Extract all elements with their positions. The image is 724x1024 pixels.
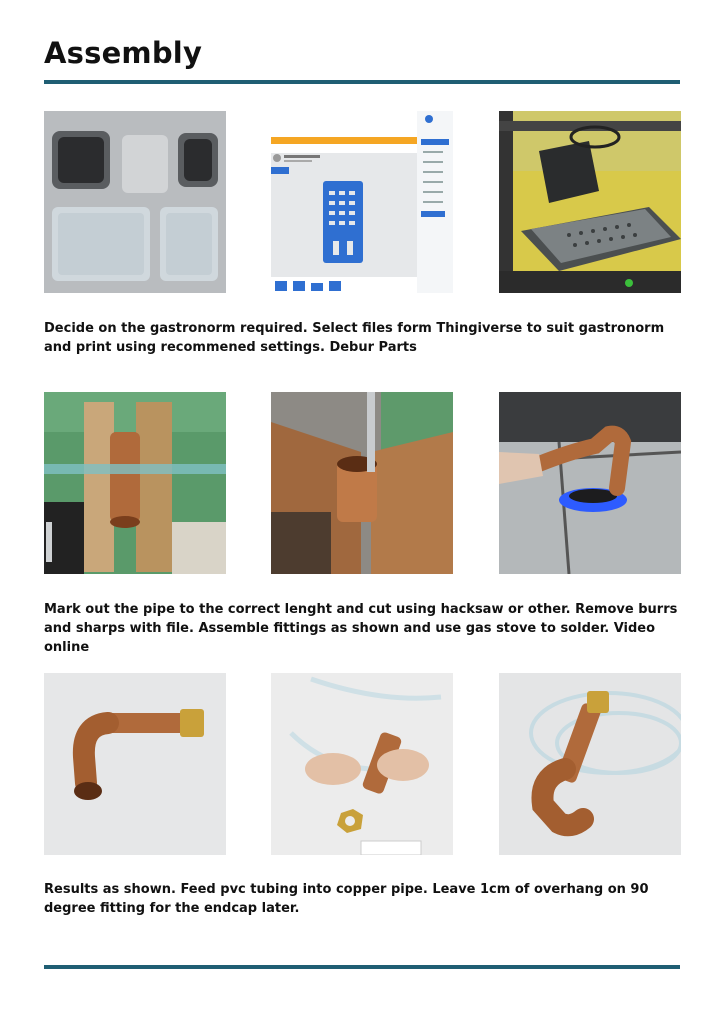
step-2-caption: Mark out the pipe to the correct lenght and cut using hacksaw or other. Remove burrs and sharps with file. Assemble fittings as shown and use gas stove to solder. Video online (44, 602, 678, 655)
3d-printer-photo (499, 111, 681, 293)
bottom-divider (44, 965, 680, 969)
pipe-in-vice-photo (44, 392, 226, 574)
step-1-caption: Decide on the gastronorm required. Select files form Thingiverse to suit gastronorm and print using recommened settings. Debur Parts (44, 321, 665, 355)
pipe-deburring-photo (271, 392, 453, 574)
page-title: Assembly (44, 36, 203, 70)
feeding-tubing-photo (271, 673, 453, 855)
step-3-caption: Results as shown. Feed pvc tubing into copper pipe. Leave 1cm of overhang on 90 degree fitting for the endcap later. (44, 882, 649, 916)
gastronorm-containers-photo (44, 111, 226, 293)
thingiverse-screenshot-photo (271, 111, 453, 293)
finished-assembly-photo (499, 673, 681, 855)
gas-stove-solder-photo (499, 392, 681, 574)
top-divider (44, 80, 680, 84)
soldered-pipe-photo (44, 673, 226, 855)
